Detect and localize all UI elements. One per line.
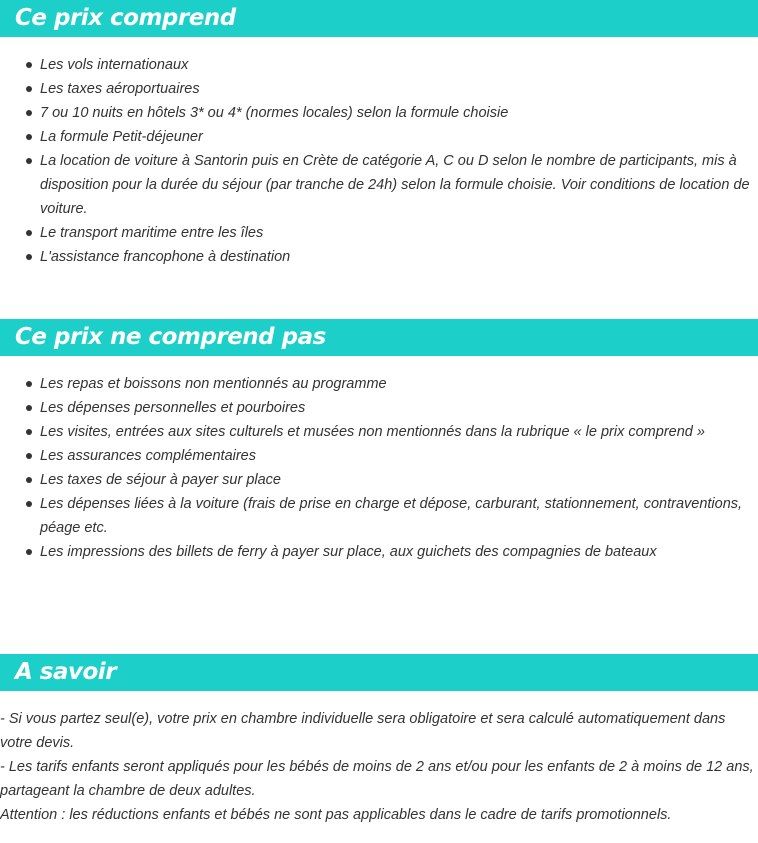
list-item-text: La location de voiture à Santorin puis en Crète de catégorie A, C ou D selon le nombre de participants, mis à disposition pour la durée du séjour (par tranche de 24h) selon la formule choisie. Voir conditions de location de voiture. [40, 153, 750, 217]
list-item [0, 53, 758, 77]
bullet-icon [26, 381, 32, 387]
section-header-not-included [0, 319, 758, 356]
list-item [0, 444, 758, 468]
bullet-icon [26, 110, 32, 116]
list-item [0, 540, 758, 564]
section-title-good-to-know: A savoir [15, 659, 117, 685]
list-item-text: Les repas et boissons non mentionnés au programme [40, 376, 387, 392]
section-header-included [0, 0, 758, 37]
list-item [0, 221, 758, 245]
info-line: - Si vous partez seul(e), votre prix en chambre individuelle sera obligatoire et sera calculé automatiquement dans votre devis. [0, 711, 726, 751]
list-item-text: Les vols internationaux [40, 57, 189, 73]
list-item-text: Le transport maritime entre les îles [40, 225, 264, 241]
section-title-included: Ce prix comprend [15, 5, 236, 31]
list-item [0, 372, 758, 396]
info-line: - Les tarifs enfants seront appliqués pour les bébés de moins de 2 ans et/ou pour les enfants de 2 à moins de 12 ans, partageant la chambre de deux adultes. [0, 759, 754, 799]
bullet-icon [26, 230, 32, 236]
good-to-know-text [0, 707, 758, 827]
not-included-list [0, 372, 758, 564]
bullet-icon [26, 477, 32, 483]
list-item-text: Les dépenses liées à la voiture (frais de prise en charge et dépose, carburant, stationnement, contraventions, péage etc. [40, 496, 743, 536]
list-item [0, 492, 758, 540]
list-item [0, 101, 758, 125]
list-item [0, 149, 758, 221]
list-item-text: Les visites, entrées aux sites culturels et musées non mentionnés dans la rubrique « le prix comprend » [40, 424, 705, 440]
list-item-text: Les dépenses personnelles et pourboires [40, 400, 306, 416]
list-item-text: Les taxes aéroportuaires [40, 81, 200, 97]
list-item-text: Les impressions des billets de ferry à payer sur place, aux guichets des compagnies de bateaux [40, 544, 657, 560]
bullet-icon [26, 549, 32, 555]
list-item [0, 125, 758, 149]
bullet-icon [26, 62, 32, 68]
included-list [0, 53, 758, 269]
section-header-good-to-know [0, 654, 758, 691]
bullet-icon [26, 158, 32, 164]
list-item-text: La formule Petit-déjeuner [40, 129, 203, 145]
list-item-text: Les taxes de séjour à payer sur place [40, 472, 281, 488]
list-item [0, 396, 758, 420]
info-line: Attention : les réductions enfants et bébés ne sont pas applicables dans le cadre de tarifs promotionnels. [0, 807, 672, 823]
bullet-icon [26, 254, 32, 260]
list-item [0, 468, 758, 492]
section-title-not-included: Ce prix ne comprend pas [15, 324, 326, 350]
list-item-text: Les assurances complémentaires [40, 448, 256, 464]
list-item-text: 7 ou 10 nuits en hôtels 3* ou 4* (normes locales) selon la formule choisie [40, 105, 509, 121]
bullet-icon [26, 86, 32, 92]
bullet-icon [26, 453, 32, 459]
bullet-icon [26, 501, 32, 507]
bullet-icon [26, 429, 32, 435]
list-item [0, 245, 758, 269]
list-item [0, 77, 758, 101]
bullet-icon [26, 134, 32, 140]
bullet-icon [26, 405, 32, 411]
list-item [0, 420, 758, 444]
list-item-text: L'assistance francophone à destination [40, 249, 291, 265]
